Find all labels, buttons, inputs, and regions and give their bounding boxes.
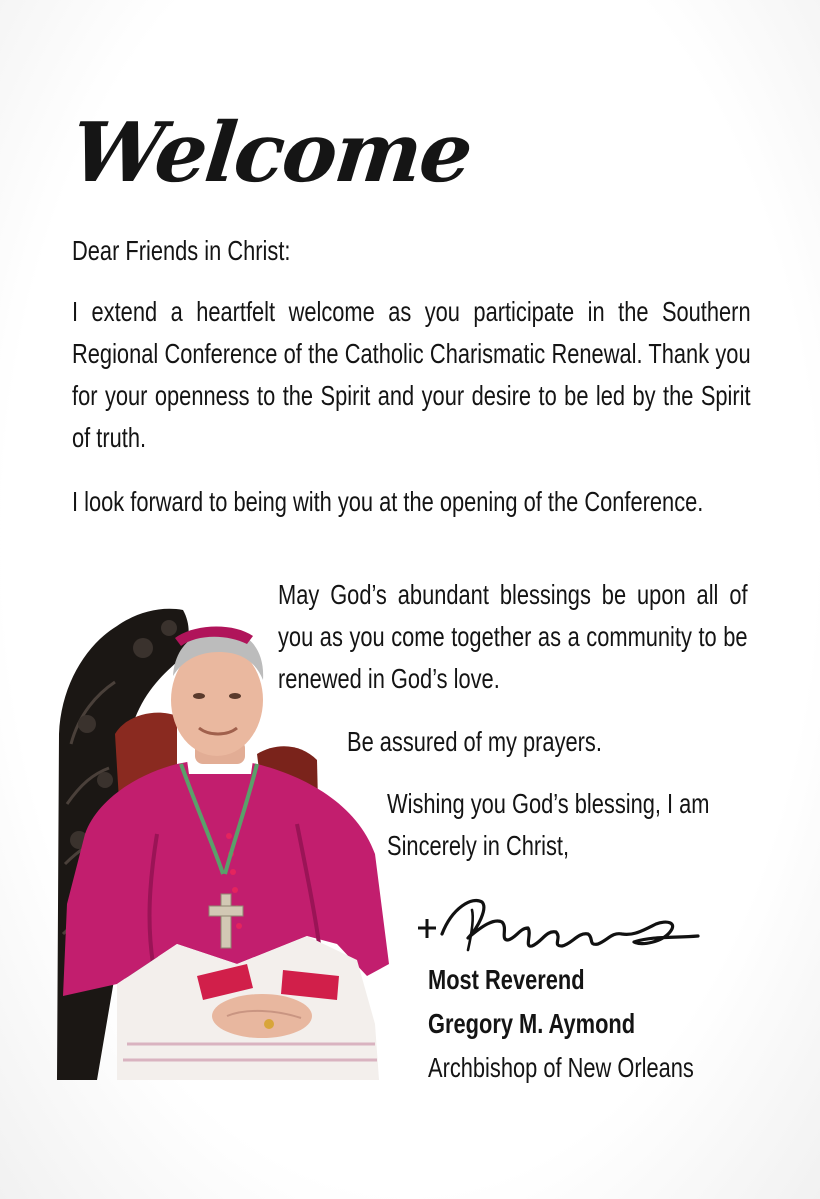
signatory-title: Archbishop of New Orleans <box>428 1052 694 1083</box>
signatory-name-line-2: Gregory M. Aymond <box>428 1008 636 1039</box>
closing-line-1: Wishing you God’s blessing, I am <box>387 788 710 819</box>
archbishop-portrait <box>57 604 403 1080</box>
signatory-name-line-1: Most Reverend <box>428 964 585 995</box>
paragraph-blessings: May God’s abundant blessings be upon all of you as you come together as a community to be renewed in God’s love. <box>278 579 748 694</box>
welcome-heading: Welcome <box>66 105 476 201</box>
closing <box>387 783 709 867</box>
paragraph-welcome: I extend a heartfelt welcome as you participate in the Southern Regional Conference of the Catholic Charismatic Renewal. Thank you for your openness to the Spirit and your desire to be led by the Spirit of truth. <box>72 296 751 453</box>
salutation: Dear Friends in Christ: <box>72 235 291 266</box>
assurance-line: Be assured of my prayers. <box>347 726 602 757</box>
closing-line-2: Sincerely in Christ, <box>387 830 570 861</box>
signature <box>412 888 704 960</box>
paragraph-opening: I look forward to being with you at the opening of the Conference. <box>72 486 704 517</box>
